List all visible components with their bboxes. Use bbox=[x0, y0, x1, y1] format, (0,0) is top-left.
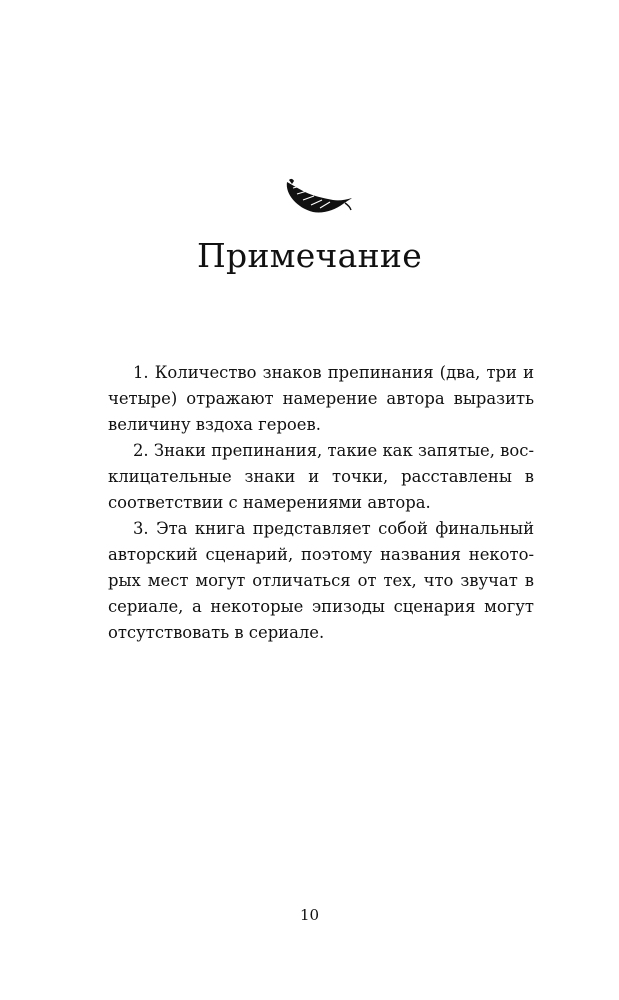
page-title: Примечание bbox=[196, 236, 423, 275]
note-item-2: 2. Знаки препинания, такие как запятые, восклицательные знаки и точки, расставлены в соответствии с намерениями автора. bbox=[108, 441, 534, 512]
page-number: 10 bbox=[299, 906, 320, 924]
note-item-1: 1. Количество знаков препинания (два, три и четыре) отражают намерение автора выразить величину вздоха героев. bbox=[108, 363, 534, 434]
feather-icon bbox=[283, 174, 353, 218]
notes-list bbox=[108, 360, 534, 646]
note-item-3: 3. Эта книга представляет собой финальный авторский сценарий, поэтому названия некоторых мест могут отличаться от тех, что звучат в сериале, а некоторые эпизоды сценария могут отсутствовать в сериале. bbox=[108, 519, 534, 642]
